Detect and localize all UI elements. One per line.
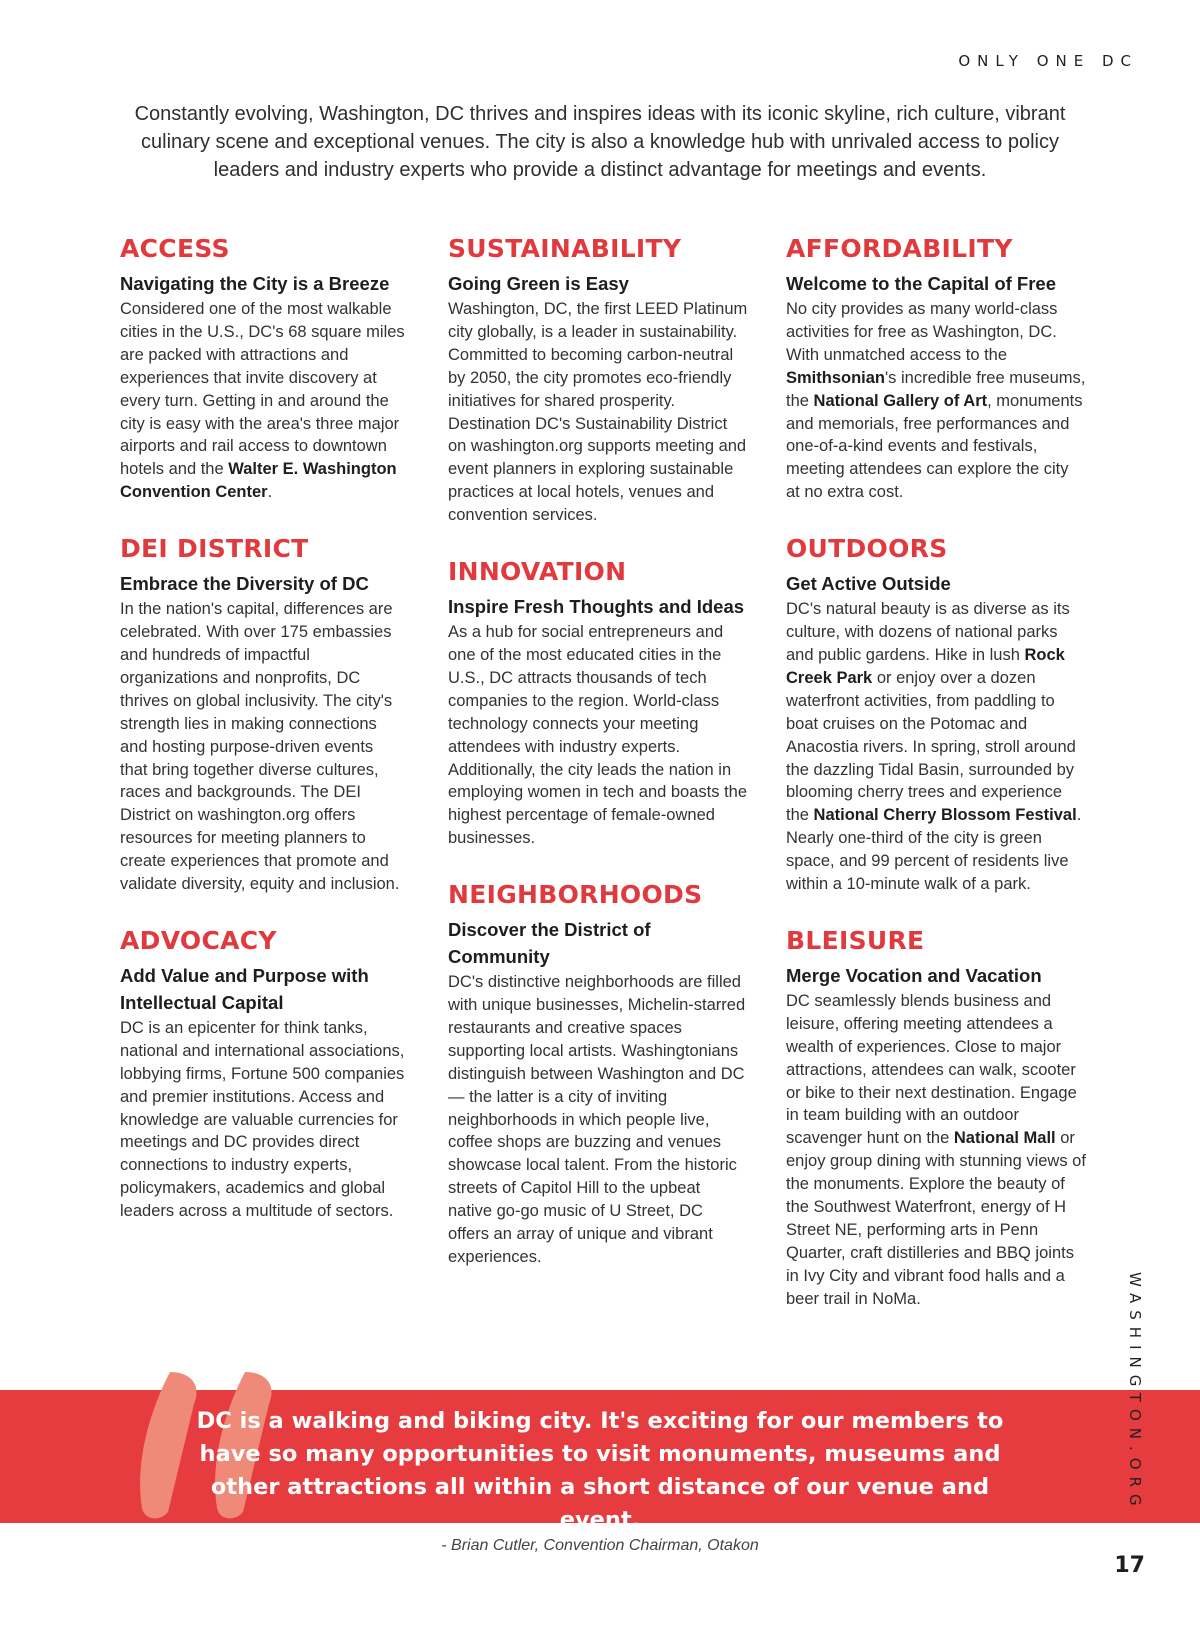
page-number: 17 — [1114, 1553, 1145, 1578]
section-title: SUSTAINABILITY — [448, 234, 682, 263]
highlight-text: Smithsonian — [786, 368, 886, 387]
highlight-text: National Cherry Blossom Festival — [813, 806, 1077, 825]
section-title: ADVOCACY — [120, 925, 277, 955]
body-text: or enjoy group dining with stunning views of the monuments. Explore the beauty of the Southwest Waterfront, energy of H Street NE, performing arts in Penn Quarter, craft distilleries and BBQ joints in Ivy City and vibrant food halls and a beer trail in NoMa. — [786, 1129, 1086, 1308]
section-body — [120, 298, 405, 504]
section-title: INNOVATION — [448, 557, 627, 587]
column-right — [786, 234, 1086, 1341]
section-subtitle: Add Value and Purpose with Intellectual Capital — [120, 964, 369, 1013]
section-affordability — [786, 234, 1086, 504]
body-text: DC seamlessly blends business and leisure, offering meeting attendees a wealth of experiences. Close to major attractions, attendees can walk, scooter or bike to their next destination. Engage in team building with an outdoor scavenger hunt on the — [786, 991, 1077, 1148]
section-subtitle: Discover the District of Community — [448, 919, 651, 968]
section-outdoors — [786, 534, 1086, 896]
highlight-text: National Gallery of Art — [813, 391, 988, 410]
section-title: NEIGHBORHOODS — [448, 880, 703, 910]
section-subtitle: Merge Vocation and Vacation — [786, 964, 1042, 986]
quote-text: DC is a walking and biking city. It's exciting for our members to have so many opportunities to visit monuments, museums and other attractions all within a short distance of our venue and event. — [196, 1408, 1004, 1533]
section-body: DC's distinctive neighborhoods are filled with unique businesses, Michelin-starred restaurants and creative spaces supporting local artists. Washingtonians distinguish between Washington and DC— the latter is a city of inviting neighborhoods in which people live, coffee shops are buzzing and venues showcase local talent. From the historic streets of Capitol Hill to the upbeat native go-go music of U Street, DC offers an array of unique and vibrant experiences. — [448, 973, 746, 1266]
section-sustainability — [448, 234, 748, 527]
section-advocacy — [120, 926, 405, 1223]
section-body: In the nation's capital, differences are celebrated. With over 175 embassies and hundreds of impactful organizations and nonprofits, DC thrives on global inclusivity. The city's strength lies in making connections and hosting purpose-driven events that bring together diverse cultures, races and backgrounds. The DEI District on washington.org offers resources for meeting planners to create experiences that promote and validate diversity, equity and inclusion. — [120, 600, 400, 894]
intro-paragraph: Constantly evolving, Washington, DC thrives and inspires ideas with its iconic skyline, rich culture, vibrant culinary scene and exceptional venues. The city is also a knowledge hub with unrivaled access to policy leaders and industry experts who provide a distinct advantage for meetings and events. — [134, 103, 1066, 181]
section-innovation — [448, 557, 748, 850]
highlight-text: Rock Creek Park — [786, 645, 1065, 687]
section-subtitle: Embrace the Diversity of DC — [120, 573, 369, 595]
section-bleisure — [786, 926, 1086, 1311]
section-title: DEI DISTRICT — [120, 534, 309, 564]
section-body: Washington, DC, the first LEED Platinum city globally, is a leader in sustainability. Committed to becoming carbon-neutral by 2050, the city promotes eco-friendly initiatives for shared prosperity. Destination DC's Sustainability District on washington.org supports meeting and event planners in exploring sustainable practices at local hotels, venues and convention services. — [448, 300, 748, 525]
section-body: As a hub for social entrepreneurs and one of the most educated cities in the U.S., DC attracts thousands of tech companies to the region. World-class technology connects your meeting attendees with industry experts. Additionally, the city leads the nation in employing women in tech and boasts the highest percentage of female-owned businesses. — [448, 623, 748, 848]
section-neighborhoods — [448, 880, 748, 1269]
section-title: AFFORDABILITY — [786, 234, 1013, 263]
section-subtitle: Get Active Outside — [786, 573, 951, 595]
body-text: DC's natural beauty is as diverse as its culture, with dozens of national parks and public gardens. Hike in lush — [786, 600, 1070, 664]
section-subtitle: Inspire Fresh Thoughts and Ideas — [448, 596, 745, 618]
body-text: , monuments and memorials, free performances and one-of-a-kind events and festivals, meeting attendees can explore the city at no extra cost. — [786, 391, 1083, 502]
body-text: No city provides as many world-class activities for free as Washington, DC. With unmatched access to the — [786, 300, 1058, 364]
section-subtitle: Navigating the City is a Breeze — [120, 273, 390, 294]
body-text: Considered one of the most walkable cities in the U.S., DC's 68 square miles are packed with attractions and experiences that invite discovery at every turn. Getting in and around the city is easy with the area's three major airports and rail access to downtown hotels and the — [120, 300, 405, 479]
body-text: . — [267, 483, 273, 502]
section-body: DC is an epicenter for think tanks, national and international associations, lobbying firms, Fortune 500 companies and premier institutions. Access and knowledge are valuable currencies for meetings and DC provides direct connections to industry experts, policymakers, academics and global leaders across a multitude of sectors. — [120, 1018, 405, 1221]
section-subtitle: Welcome to the Capital of Free — [786, 273, 1057, 294]
section-access — [120, 234, 405, 504]
section-body — [786, 598, 1086, 896]
section-title: BLEISURE — [786, 925, 925, 955]
header-title: ONLY ONE DC — [958, 52, 1138, 70]
section-subtitle: Going Green is Easy — [448, 273, 629, 294]
section-title: ACCESS — [120, 234, 230, 263]
column-left — [120, 234, 405, 1253]
body-text: or enjoy over a dozen waterfront activities, from paddling to boat cruises on the Potomac and Anacostia rivers. In spring, stroll around the dazzling Tidal Basin, surrounded by blooming cherry trees and experience the — [786, 668, 1076, 825]
section-body — [786, 298, 1086, 504]
highlight-text: Walter E. Washington Convention Center — [120, 460, 397, 502]
quote-attribution: - Brian Cutler, Convention Chairman, Otakon — [441, 1537, 759, 1554]
body-text: 's incredible free museums, the — [786, 368, 1086, 410]
highlight-text: National Mall — [953, 1129, 1056, 1148]
section-body — [786, 990, 1086, 1311]
section-dei-district — [120, 534, 405, 896]
body-text: . Nearly one-third of the city is green space, and 99 percent of residents live within a 10-minute walk of a park. — [786, 806, 1082, 894]
column-middle — [448, 234, 748, 1299]
side-url: WASHINGTON.ORG — [1126, 1272, 1144, 1513]
section-title: OUTDOORS — [786, 534, 948, 564]
